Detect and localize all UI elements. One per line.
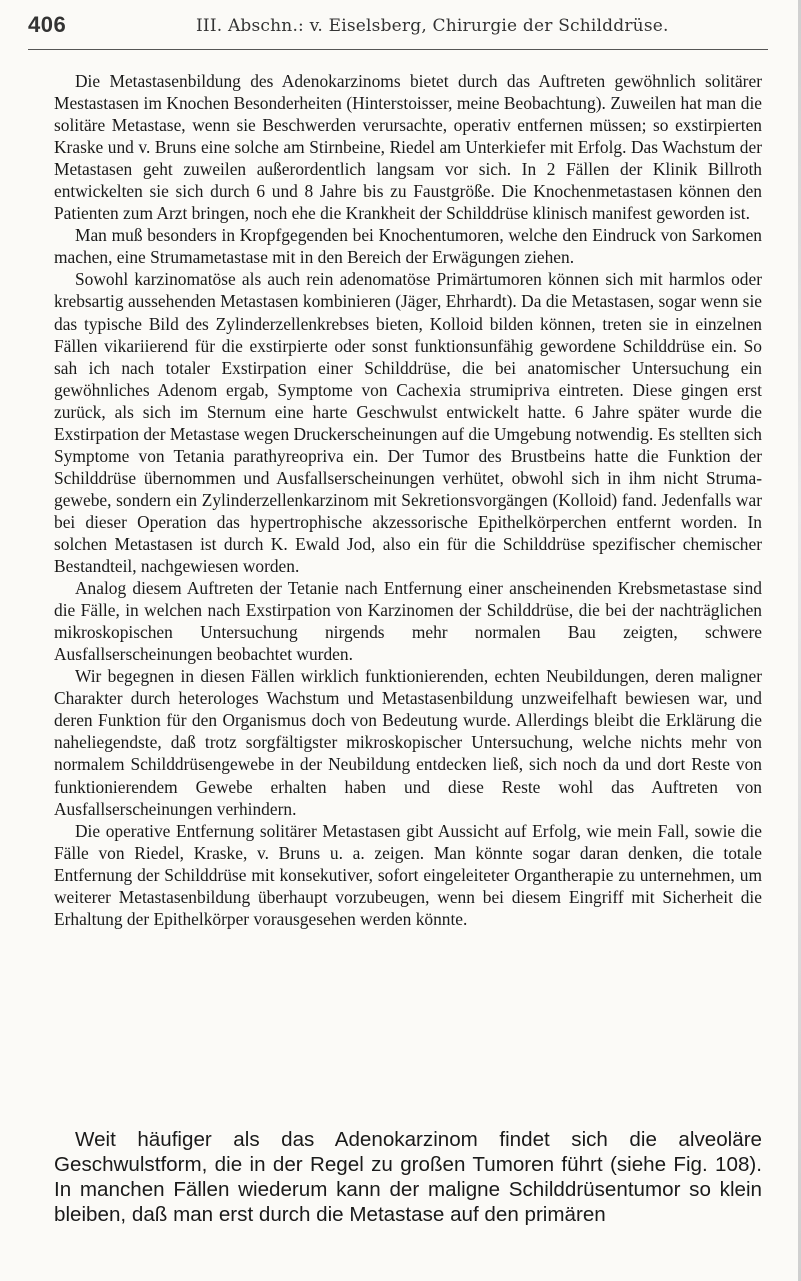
paragraph-functioning-neoplasms: Wir begegnen in diesen Fällen wirklich funktionierenden, echten Neubildungen, deren maligner Charakter durch heterologes Wachstum und Metastasenbildung unzweifelhaft bewiesen war, und deren Funktion für den Organismus doch von Bedeutung wurde. Allerdings bleibt die Erklärung die naheliegendste, daß trotz sorgfältigster mikroskopischer Untersuchung, welche nichts mehr von normalem Schilddrüsengewebe in der Neubildung entdecken ließ, sich noch da und dort Reste von funktionierendem Gewebe erhalten haben und diese Reste wohl das Auftreten von Ausfallserscheinungen verhindern.	[54, 666, 762, 819]
paragraph-operative-removal: Die operative Entfernung solitärer Metastasen gibt Aussicht auf Erfolg, wie mein Fall, sowie die Fälle von Riedel, Kraske, v. Bruns u. a. zeigen. Man könnte sogar daran denken, die totale Entfernung der Schilddrüse mit konsekutiver, sofort eingeleiteter Organtherapie zu unternehmen, um weiterer Metastasenbildung überhaupt vorzubeugen, wenn bei diesem Eingriff mit Sicherheit die Erhaltung der Epithelkörper vorausgesehen werden könnte.	[54, 820, 762, 929]
paragraph-metastasis-bone: Die Metastasenbildung des Adenokarzinoms bietet durch das Auftreten gewöhnlich solitärer Mestastasen im Knochen Besonderheiten (Hinterstoisser, meine Beobachtung). Zuweilen hat man die solitäre Metastase, wenn sie Beschwerden verursachte, operativ entfernen müssen; so exstirpierten Kraske und v. Bruns eine solche am Stirnbeine, Riedel am Unterkiefer mit Erfolg. Das Wachstum der Metastasen geht zuweilen außerordentlich langsam vor sich. In 2 Fällen der Klinik Billroth entwickelten sie sich durch 6 und 8 Jahre bis zu Faustgröße. Die Knochenmetastasen können den Patienten zum Arzt bringen, noch ehe die Krankheit der Schilddrüse klinisch manifest geworden ist.	[54, 71, 762, 224]
large-print-section	[54, 1127, 762, 1227]
body-text	[54, 70, 762, 930]
page-header	[28, 12, 768, 44]
running-title: III. Abschn.: v. Eiselsberg, Chirurgie der Schilddrüse.	[196, 16, 669, 36]
page-number: 406	[28, 12, 67, 37]
header-rule	[28, 49, 768, 50]
paragraph-vicarious-function: Sowohl karzinomatöse als auch rein adenomatöse Primärtumoren können sich mit harmlos oder krebsartig aussehenden Metastasen kombinieren (Jäger, Ehrhardt). Da die Metastasen, sogar wenn sie das typische Bild des Zylinderzellenkrebses bieten, Kolloid bilden können, treten sie in einzelnen Fällen vikariierend für die exstirpierte oder sonst funktionsunfähig gewordene Schilddrüse ein. So sah ich nach totaler Exstirpation einer Schilddrüse, die bei anatomischer Untersuchung ein gewöhnliches Adenom ergab, Symptome von Cachexia strumipriva eintreten. Diese gingen erst zurück, als sich im Sternum eine harte Geschwulst entwickelt hatte. 6 Jahre später wurde die Exstirpation der Metastase wegen Druckerscheinungen auf die Umgebung notwendig. Es stellten sich Symptome von Tetania parathyreopriva ein. Der Tumor des Brustbeins hatte die Funktion der Schilddrüse übernommen und Ausfallserscheinungen verhütet, obwohl sich in ihm nicht Strumagewebe, sondern ein Zylinderzellenkarzinom mit Sekretionsvorgängen (Kolloid) fand. Jedenfalls war bei dieser Operation das hypertrophische akzessorische Epithelkörperchen entfernt worden. In solchen Metastasen ist durch K. Ewald Jod, also ein für die Schilddrüse spezifischer chemischer Bestandteil, nachgewiesen worden.	[54, 269, 762, 577]
paragraph-tetany-analogy: Analog diesem Auftreten der Tetanie nach Entfernung einer anscheinenden Krebsmetastase sind die Fälle, in welchen nach Exstirpation von Karzinomen der Schilddrüse, die bei der nachträglichen mikroskopischen Untersuchung nirgends mehr normalen Bau zeigten, schwere Ausfallserscheinungen beobachtet wurden.	[54, 578, 762, 665]
paragraph-alveolar-form: Weit häufiger als das Adenokarzinom findet sich die alveoläre Geschwulstform, die in der Regel zu großen Tumoren führt (siehe Fig. 108). In manchen Fällen wiederum kann der maligne Schilddrüsentumor so klein bleiben, daß man erst durch die Metastase auf den primären	[54, 1128, 762, 1226]
paragraph-goiter-regions: Man muß besonders in Kropfgegenden bei Knochentumoren, welche den Eindruck von Sarkomen machen, eine Strumametastase mit in den Bereich der Erwägungen ziehen.	[54, 225, 762, 268]
